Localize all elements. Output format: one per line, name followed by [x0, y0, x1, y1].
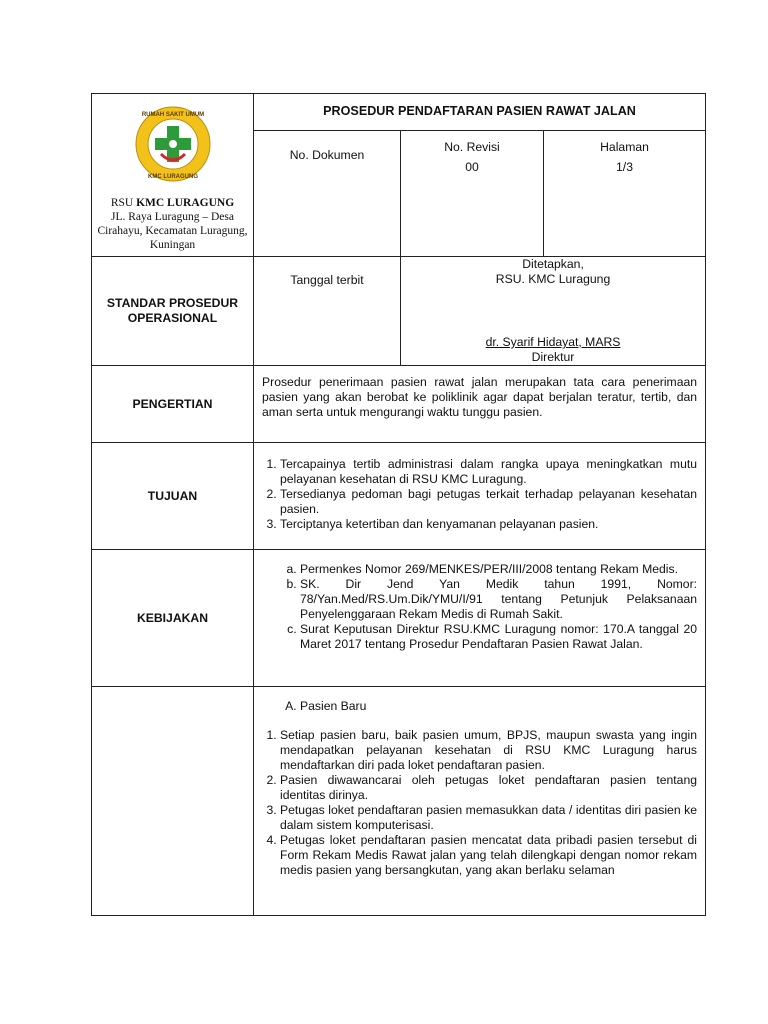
prosedur-item: 3. Petugas loket pendaftaran pasien memasukkan data / identitas diri pasien ke dalam sistem komputerisasi. [280, 803, 697, 833]
prosedur-item: 1. Setiap pasien baru, baik pasien umum, BPJS, maupun swasta yang ingin mendapatkan pelayanan kesehatan di RSU KMC Luragung harus mendaftarkan diri pada loket pendaftaran pasien. [280, 728, 697, 773]
no-dokumen-cell [254, 130, 401, 256]
tanggal-terbit-cell [254, 257, 401, 366]
kebijakan-cell [254, 550, 706, 687]
tujuan-label: TUJUAN [92, 443, 254, 550]
document-title: PROSEDUR PENDAFTARAN PASIEN RAWAT JALAN [254, 94, 706, 131]
prosedur-item: 2. Pasien diwawancarai oleh petugas loket pendaftaran pasien tentang identitas dirinya. [280, 773, 697, 803]
halaman-label: Halaman [600, 139, 649, 154]
ditetapkan-institution: RSU. KMC Luragung [495, 272, 611, 286]
prosedur-item: 4. Petugas loket pendaftaran pasien mencatat data pribadi pasien tersebut di Form Rekam Medis Rawat jalan yang telah dilengkapi dengan nomor rekam medis pasien yang bersangkutan, yang akan berlaku selaman [280, 833, 697, 878]
no-revisi-value: 00 [465, 159, 479, 174]
tujuan-item: 1. Tercapainya tertib administrasi dalam rangka upaya meningkatkan mutu pelayanan kesehatan di RSU KMC Luragung. [280, 457, 697, 487]
prosedur-section-a: A. Pasien Baru [300, 699, 697, 714]
prosedur-list [262, 728, 697, 878]
no-revisi-label: No. Revisi [444, 139, 500, 154]
logo-ring-text-bottom: KMC LURAGUNG [147, 174, 198, 180]
sop-table [91, 93, 706, 916]
kebijakan-item: b. SK. Dir Jend Yan Medik tahun 1991, Nomor: 78/Yan.Med/RS.Um.Dik/YMU/I/91 tentang Petunjuk Pelaksanaan Penyelenggaraan Rekam Medis di Rumah Sakit. [300, 577, 697, 622]
tujuan-list [262, 457, 697, 532]
hospital-name: KMC LURAGUNG [136, 197, 235, 209]
halaman-value: 1/3 [616, 159, 633, 174]
kebijakan-list [262, 562, 697, 652]
tujuan-item: 2. Tersedianya pedoman bagi petugas terkait terhadap pelayanan kesehatan pasien. [280, 487, 697, 517]
prosedur-label-cell [92, 687, 254, 916]
spo-label: STANDAR PROSEDUR OPERASIONAL [92, 257, 254, 366]
no-dokumen-label: No. Dokumen [289, 147, 365, 162]
ditetapkan-label: Ditetapkan, [522, 257, 584, 271]
tujuan-cell [254, 443, 706, 550]
halaman-cell [544, 130, 706, 256]
sop-document [91, 93, 705, 916]
hospital-identity [92, 196, 253, 256]
pengertian-text: Prosedur penerimaan pasien rawat jalan merupakan tata cara penerimaan pasien yang akan berobat ke poliklinik agar dapat berjalan teratur, tertib, dan aman serta untuk mengurangi waktu tunggu pasien. [254, 366, 706, 443]
prosedur-cell [254, 687, 706, 916]
kebijakan-item: a. Permenkes Nomor 269/MENKES/PER/III/2008 tentang Rekam Medis. [300, 562, 697, 577]
hospital-address: JL. Raya Luragung – Desa Cirahayu, Kecamatan Luragung, Kuningan [97, 211, 248, 251]
logo-ring-text-top: RUMAH SAKIT UMUM [141, 112, 204, 118]
tanggal-terbit-label: Tanggal terbit [290, 273, 364, 287]
kebijakan-label: KEBIJAKAN [92, 550, 254, 687]
hospital-name-prefix: RSU [110, 197, 134, 209]
no-revisi-cell [401, 130, 544, 256]
signer-title: Direktur [531, 350, 575, 364]
hospital-header-cell [92, 94, 254, 257]
signer-name: dr. Syarif Hidayat, MARS [485, 335, 621, 349]
tujuan-item: 3. Terciptanya ketertiban dan kenyamanan pelayanan pasien. [280, 517, 697, 532]
hospital-logo [133, 104, 213, 184]
ditetapkan-cell [401, 257, 706, 366]
prosedur-sections [262, 699, 697, 714]
pengertian-label: PENGERTIAN [92, 366, 254, 443]
kebijakan-item: c. Surat Keputusan Direktur RSU.KMC Luragung nomor: 170.A tanggal 20 Maret 2017 tentang Prosedur Pendaftaran Pasien Rawat Jalan. [300, 622, 697, 652]
